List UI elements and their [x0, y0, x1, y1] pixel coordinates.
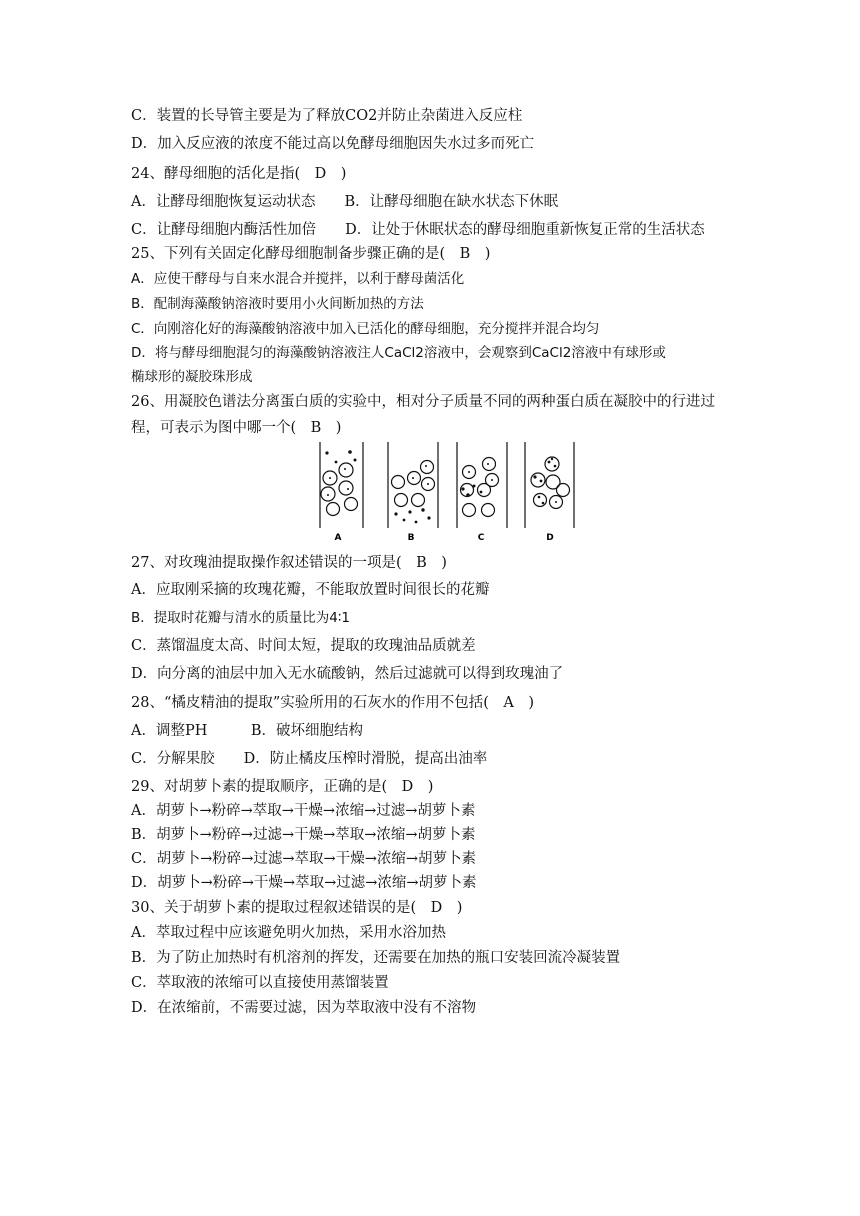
column-d [525, 442, 574, 528]
q26-stem-cont: 程，可表示为图中哪一个( B ) [131, 420, 342, 436]
gel-chromatography-figure [306, 440, 586, 544]
column-d-label: D [546, 533, 554, 543]
q30-option-d: D．在浓缩前，不需要过滤，因为萃取液中没有不溶物 [131, 1000, 477, 1016]
q30-option-a: A．萃取过程中应该避免明火加热，采用水浴加热 [131, 925, 446, 941]
q26-stem: 26、用凝胶色谱法分离蛋白质的实验中，相对分子质量不同的两种蛋白质在凝胶中的行进过 [131, 394, 715, 410]
q27-option-c: C．蒸馏温度太高、时间太短，提取的玫瑰油品质就差 [131, 638, 476, 654]
q24-options-cd: C．让酵母细胞内酶活性加倍 D．让处于休眠状态的酵母细胞重新恢复正常的生活状态 [131, 222, 705, 238]
q29-stem: 29、对胡萝卜素的提取顺序，正确的是( D ) [131, 779, 434, 795]
q25-option-b: B．配制海藻酸钠溶液时要用小火间断加热的方法 [131, 296, 424, 312]
q29-option-b: B．胡萝卜→粉碎→过滤→干燥→萃取→浓缩→胡萝卜素 [131, 827, 476, 843]
column-a [320, 442, 363, 528]
q27-option-b: B．提取时花瓣与清水的质量比为4∶1 [131, 610, 350, 626]
q23-option-c: C．装置的长导管主要是为了释放CO2并防止杂菌进入反应柱 [131, 108, 523, 124]
q30-option-b: B．为了防止加热时有机溶剂的挥发，还需要在加热的瓶口安装回流冷凝装置 [131, 950, 621, 966]
column-b-label: B [407, 533, 415, 543]
q25-option-a: A．应使干酵母与自来水混合并搅拌，以利于酵母菌活化 [131, 271, 465, 287]
q25-option-d-cont: 椭球形的凝胶珠形成 [131, 369, 253, 385]
q27-stem: 27、对玫瑰油提取操作叙述错误的一项是( B ) [131, 555, 447, 571]
q23-option-d: D．加入反应液的浓度不能过高以免酵母细胞因失水过多而死亡 [131, 136, 535, 152]
q30-option-c: C．萃取液的浓缩可以直接使用蒸馏装置 [131, 975, 389, 991]
q24-options-ab: A．让酵母细胞恢复运动状态 B．让酵母细胞在缺水状态下休眠 [131, 194, 559, 210]
q29-option-d: D．胡萝卜→粉碎→干燥→萃取→过滤→浓缩→胡萝卜素 [131, 875, 477, 891]
q27-option-d: D．向分离的油层中加入无水硫酸钠，然后过滤就可以得到玫瑰油了 [131, 666, 564, 682]
column-a-label: A [334, 533, 342, 543]
q28-stem: 28、“橘皮精油的提取”实验所用的石灰水的作用不包括( A ) [131, 695, 535, 711]
column-c-label: C [477, 533, 485, 543]
column-b [388, 442, 438, 528]
q24-stem: 24、酵母细胞的活化是指( D ) [131, 166, 347, 182]
q28-options-cd: C．分解果胶 D．防止橘皮压榨时滑脱，提高出油率 [131, 751, 488, 767]
q27-option-a: A．应取刚采摘的玫瑰花瓣，不能取放置时间很长的花瓣 [131, 582, 490, 598]
q25-option-d: D．将与酵母细胞混匀的海藻酸钠溶液注人CaCl2溶液中，会观察到CaCl2溶液中有球形或 [131, 345, 666, 361]
q25-option-c: C．向刚溶化好的海藻酸钠溶液中加入已活化的酵母细胞，充分搅拌并混合均匀 [131, 321, 600, 337]
q29-option-c: C．胡萝卜→粉碎→过滤→萃取→干燥→浓缩→胡萝卜素 [131, 851, 476, 867]
q29-option-a: A．胡萝卜→粉碎→萃取→干燥→浓缩→过滤→胡萝卜素 [131, 803, 476, 819]
q28-options-ab: A．调整PH B．破坏细胞结构 [131, 723, 364, 739]
q30-stem: 30、关于胡萝卜素的提取过程叙述错误的是( D ) [131, 900, 463, 916]
q25-stem: 25、下列有关固定化酵母细胞制备步骤正确的是( B ) [131, 246, 491, 262]
column-c [457, 442, 507, 528]
